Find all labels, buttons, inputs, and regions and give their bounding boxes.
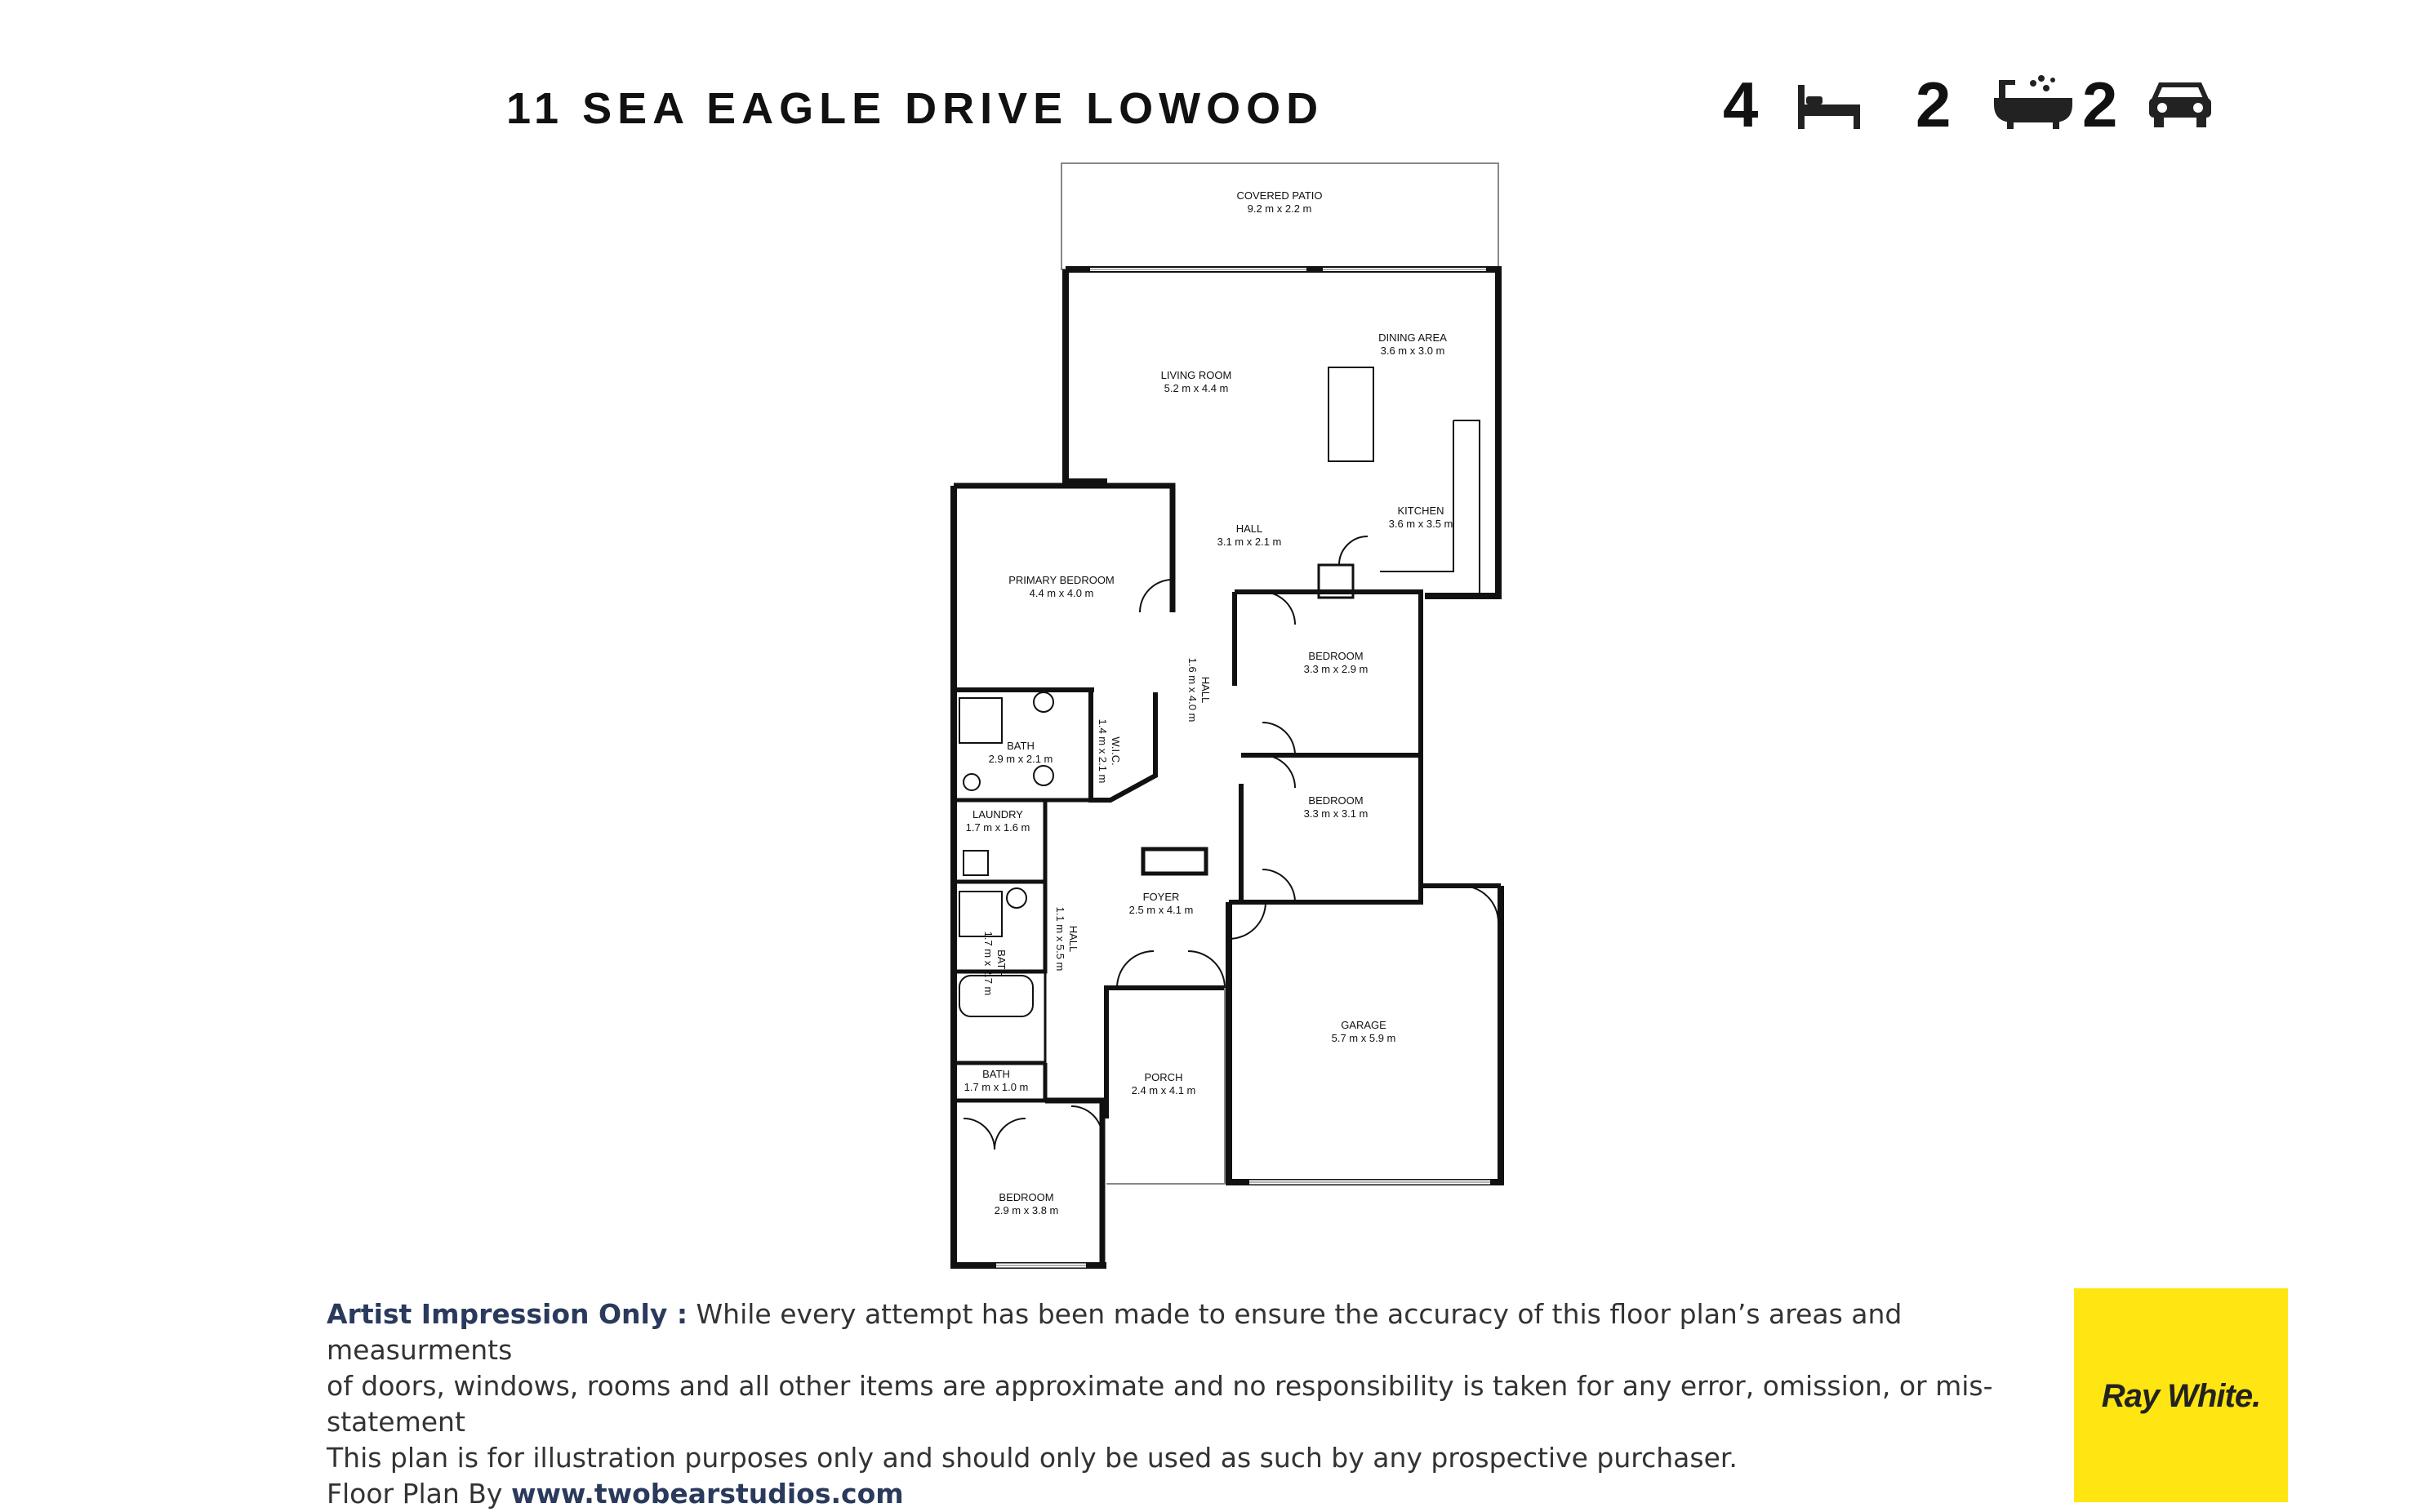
kitchen-bench [1453, 420, 1480, 596]
basin-bath1-b [1034, 766, 1053, 785]
living-west-wall [1066, 269, 1107, 482]
logo-text: Ray White. [2101, 1378, 2261, 1414]
covered-patio-size: 9.2 m x 2.2 m [1247, 202, 1312, 215]
credit-line [327, 1476, 2041, 1512]
living-east-wall [1066, 269, 1498, 596]
credit-url-link[interactable]: www.twobearstudios.com [510, 1478, 904, 1510]
foyer-size: 2.5 m x 4.1 m [1128, 904, 1194, 916]
kitchen-size: 3.6 m x 3.5 m [1388, 518, 1453, 530]
bedroom3-name: BEDROOM [1308, 794, 1364, 807]
disclaimer-line3: This plan is for illustration purposes only and should only be used as such by any prospective purchaser. [327, 1442, 1738, 1474]
primary-bedroom-name: PRIMARY BEDROOM [1008, 574, 1115, 586]
garage-size: 5.7 m x 5.9 m [1331, 1032, 1396, 1044]
basin-bath1-a [1034, 692, 1053, 712]
basin-bath2 [1007, 888, 1026, 908]
dining-size: 3.6 m x 3.0 m [1380, 345, 1445, 357]
porch-name: PORCH [1144, 1071, 1183, 1083]
living-size: 5.2 m x 4.4 m [1164, 382, 1229, 394]
hall3-name: HALL [1067, 925, 1079, 953]
hall3-size: 1.1 m x 5.5 m [1054, 906, 1066, 972]
bedroom3-size: 3.3 m x 3.1 m [1303, 807, 1369, 820]
bath1-size: 2.9 m x 2.1 m [988, 753, 1053, 765]
bath3-size: 1.7 m x 1.0 m [964, 1081, 1029, 1093]
covered-patio-name: COVERED PATIO [1236, 189, 1323, 202]
bedroom2-size: 3.3 m x 2.9 m [1303, 663, 1369, 675]
disclaimer-lead: Artist Impression Only : [327, 1298, 688, 1330]
bedroom4-east-wall [1045, 1101, 1102, 1265]
disclaimer-text [327, 1296, 2041, 1512]
hall1-size: 3.1 m x 2.1 m [1217, 536, 1282, 548]
bedroom4-size: 2.9 m x 3.8 m [994, 1204, 1059, 1216]
laundry-tub [964, 851, 988, 875]
bathtub-icon [1992, 73, 2074, 135]
kitchen-island [1328, 367, 1373, 461]
property-address-title: 11 SEA EAGLE DRIVE LOWOOD [506, 84, 1324, 133]
bed-icon [1796, 73, 1862, 135]
bath1-name: BATH [1007, 740, 1035, 752]
bathroom-count: 2 [1916, 69, 1952, 140]
bedroom2-name: BEDROOM [1308, 650, 1364, 662]
ray-white-logo [2074, 1288, 2288, 1502]
bath2-size: 1.7 m x 2.7 m [982, 931, 995, 996]
foyer-name: FOYER [1142, 891, 1180, 903]
toilet-bath1 [964, 774, 980, 790]
kitchen-name: KITCHEN [1397, 505, 1444, 517]
bath3-name: BATH [982, 1068, 1010, 1080]
hall1-name: HALL [1235, 523, 1263, 535]
wic-size: 1.4 m x 2.1 m [1097, 718, 1109, 784]
kitchen-counter [1380, 420, 1453, 571]
bedroom2-walls [1235, 592, 1421, 902]
garage-name: GARAGE [1341, 1019, 1386, 1031]
shower-bath2 [959, 892, 1002, 936]
bath2-name: BATH [995, 949, 1008, 977]
bedroom4-name: BEDROOM [999, 1191, 1054, 1203]
floor-plan [898, 147, 1519, 1274]
disclaimer-line1 [327, 1296, 2041, 1368]
car-icon [2147, 73, 2213, 135]
bedroom-count: 4 [1723, 69, 1759, 140]
shower-bath1 [959, 698, 1002, 743]
porch-west-wall [1106, 988, 1225, 1118]
foyer-cabinet [1143, 849, 1206, 874]
laundry-name: LAUNDRY [972, 808, 1023, 820]
porch-size: 2.4 m x 4.1 m [1131, 1084, 1196, 1096]
disclaimer-line1-text: While every attempt has been made to ensure the accuracy of this floor plan’s areas and measurments [327, 1298, 1903, 1366]
living-name: LIVING ROOM [1160, 369, 1232, 381]
dining-name: DINING AREA [1378, 331, 1447, 344]
covered-patio-outline [1061, 163, 1498, 269]
laundry-size: 1.7 m x 1.6 m [965, 821, 1030, 834]
bathtub-bath2 [959, 976, 1033, 1016]
credit-prefix: Floor Plan By [327, 1478, 511, 1510]
hall2-size: 1.6 m x 4.0 m [1186, 657, 1199, 723]
primary-bedroom-size: 4.4 m x 4.0 m [1029, 587, 1094, 599]
car-space-count: 2 [2082, 69, 2118, 140]
wic-name: W.I.C. [1110, 736, 1122, 766]
disclaimer-line2: of doors, windows, rooms and all other items are approximate and no responsibility is taken for any error, omission, or mis-statement [327, 1370, 1993, 1438]
hall2-name: HALL [1199, 676, 1212, 704]
